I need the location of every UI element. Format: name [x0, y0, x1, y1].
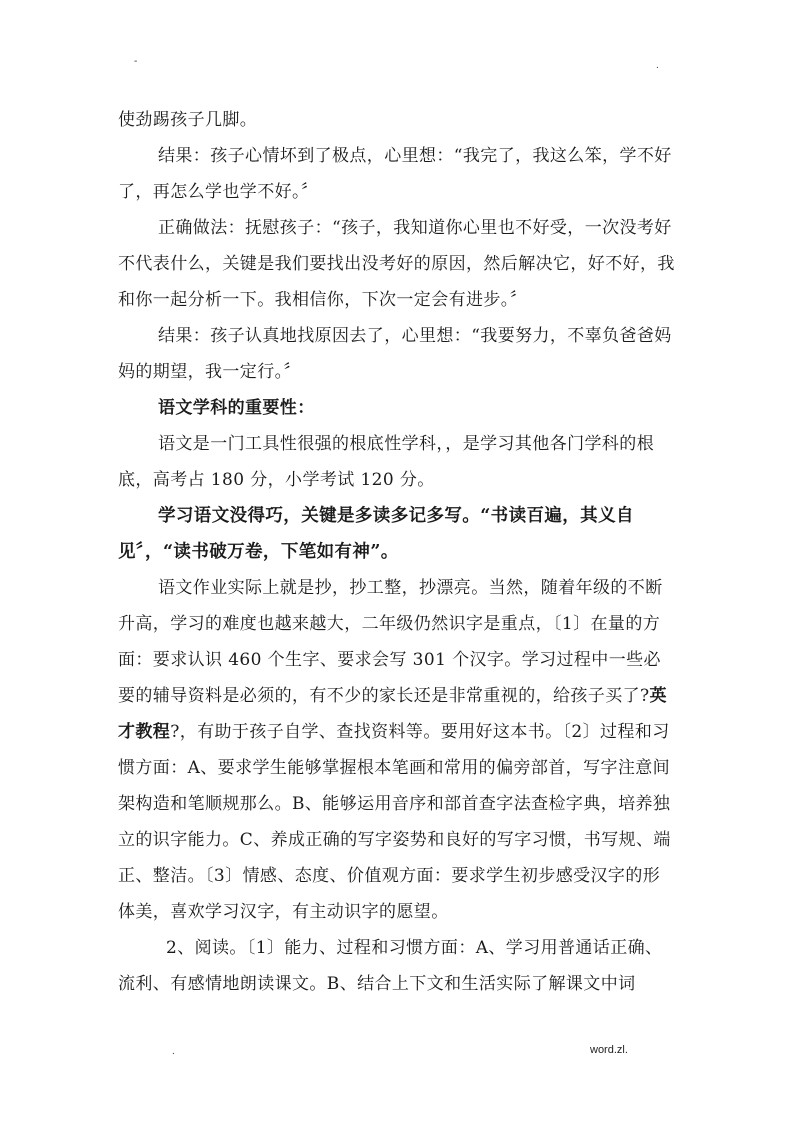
paragraph-3: 正确做法：抚慰孩子：“孩子，我知道你心里也不好受，一次没考好不代表什么，关键是我们要找出没考好的原因，然后解决它，好不好，我和你一起分析一下。我相信你，下次一定会有进步。〞 — [118, 218, 675, 310]
document-body — [118, 102, 676, 1002]
book-title: 英才教程 — [118, 686, 667, 742]
paragraph-5: 语文是一门工具性很强的根底性学科，，是学习其他各门学科的根底，高考占 180 分，小学考试 120 分。 — [118, 434, 655, 490]
paragraph-4: 结果：孩子认真地找原因去了，心里想：“我要努力，不辜负爸爸妈妈的期望，我一定行。〞 — [118, 326, 672, 382]
paragraph-6-text-b: ?，有助于孩子自学、查找资料等。要用好这本书。〔2〕过程和习惯方面：A、要求学生能够掌握根本笔画和常用的偏旁部首，写字注意间架构造和笔顺规那么。B、能够运用音序和部首查字法查检字典，培养独立的识字能力。C、养成正确的写字姿势和良好的写字习惯，书写规、端正、整洁。〔3〕情感、态度、价值观方面：要求学生初步感受汉字的形体美，喜欢学习汉字，有主动识字的愿望。 — [118, 722, 671, 922]
paragraph-6 — [118, 570, 676, 930]
header-mark-right: . — [656, 60, 659, 71]
footer-mark-left: . — [172, 1046, 175, 1057]
header-mark-left: - — [134, 56, 138, 67]
paragraph-2: 结果：孩子心情坏到了极点，心里想：“我完了，我这么笨，学不好了，再怎么学也学不好。〞 — [118, 146, 672, 202]
section-heading: 语文学科的重要性： — [158, 398, 315, 418]
paragraph-7: 2、阅读。〔1〕能力、过程和习惯方面：A、学习用普通话正确、流利、有感情地朗读课文。B、结合上下文和生活实际了解课文中词 — [118, 938, 663, 994]
paragraph-1: 使劲踢孩子几脚。 — [118, 110, 258, 130]
highlight-quote: 学习语文没得巧，关键是多读多记多写。“书读百遍，其义自见〞，“读书破万卷，下笔如有神”。 — [118, 506, 634, 562]
footer-label: word.zl. — [590, 1044, 628, 1056]
paragraph-6-text-a: 语文作业实际上就是抄，抄工整，抄漂亮。当然，随着年级的不断升高，学习的难度也越来越大，二年级仍然识字是重点，〔1〕在量的方面：要求认识 460 个生字、要求会写 301 个汉字。学习过程中一些必要的辅导资料是必须的，有不少的家长还是非常重视的，给孩子买了? — [118, 578, 663, 706]
